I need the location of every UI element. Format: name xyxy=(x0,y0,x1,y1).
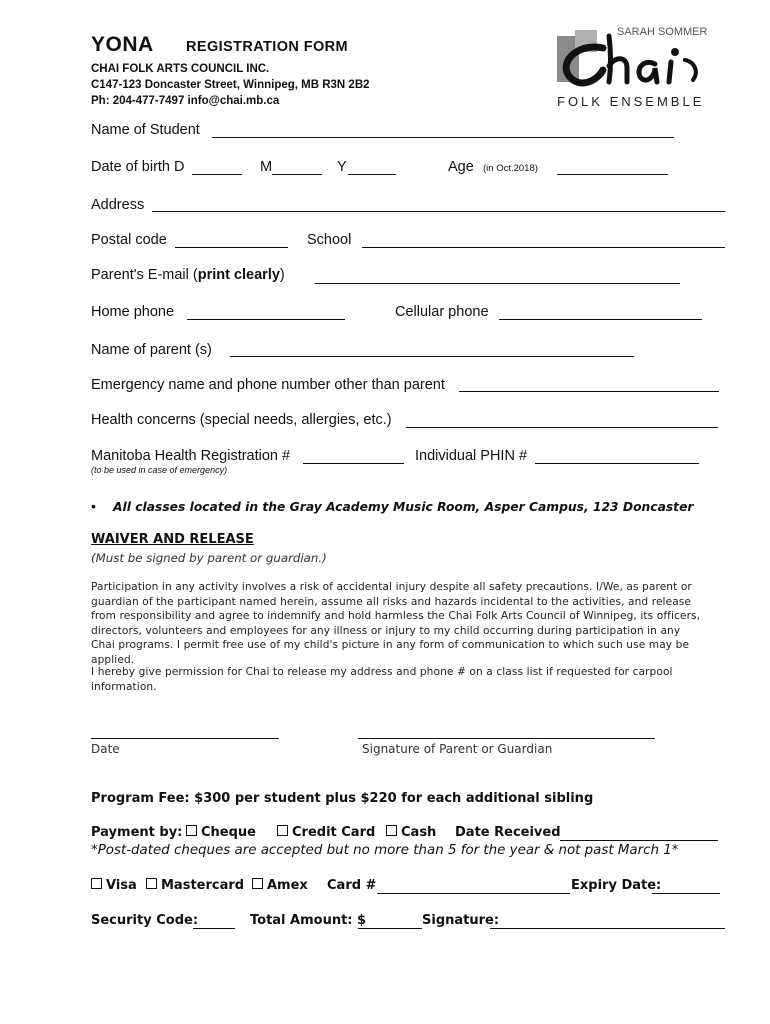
brand-title: YONA xyxy=(91,33,154,56)
org-contact: Ph: 204-477-7497 info@chai.mb.ca xyxy=(91,95,280,107)
mhr-label: Manitoba Health Registration # xyxy=(91,448,291,464)
bullet-icon: • xyxy=(91,498,96,514)
dob-year-label: Y xyxy=(337,159,347,175)
home-phone-label: Home phone xyxy=(91,304,175,320)
class-location-note: All classes located in the Gray Academy Music Room, Asper Campus, 123 Doncaster xyxy=(113,500,694,514)
dob-month-field[interactable] xyxy=(272,174,322,175)
signature-label: Signature: xyxy=(422,913,500,928)
student-name-label: Name of Student xyxy=(91,122,200,138)
home-phone-field[interactable] xyxy=(187,319,345,320)
security-code-label: Security Code: xyxy=(91,913,199,928)
cell-phone-label: Cellular phone xyxy=(395,304,489,320)
parent-name-label: Name of parent (s) xyxy=(91,342,212,358)
dob-year-field[interactable] xyxy=(348,174,396,175)
date-received-label: Date Received xyxy=(455,825,561,840)
card-number-field[interactable] xyxy=(377,893,570,894)
age-field[interactable] xyxy=(557,174,668,175)
date-label: Date xyxy=(91,742,120,756)
total-amount-field[interactable] xyxy=(358,928,422,929)
dob-month-label: M xyxy=(260,159,273,175)
email-field[interactable] xyxy=(315,283,680,284)
age-note: (in Oct.2018) xyxy=(483,163,538,174)
school-field[interactable] xyxy=(362,247,725,248)
credit-card-checkbox[interactable] xyxy=(277,825,288,836)
parent-name-field[interactable] xyxy=(230,356,634,357)
expiry-date-field[interactable] xyxy=(652,893,720,894)
address-field[interactable] xyxy=(152,211,725,212)
postdated-note: *Post-dated cheques are accepted but no more than 5 for the year & not past March 1* xyxy=(91,843,679,858)
mastercard-checkbox[interactable] xyxy=(146,878,157,889)
cash-checkbox[interactable] xyxy=(386,825,397,836)
visa-option[interactable]: Visa xyxy=(91,878,137,893)
cheque-option[interactable]: Cheque xyxy=(186,825,256,840)
cell-phone-field[interactable] xyxy=(499,319,702,320)
chai-logo xyxy=(545,22,708,112)
form-title: REGISTRATION FORM xyxy=(186,39,348,55)
program-fee: Program Fee: $300 per student plus $220 for each additional sibling xyxy=(91,791,594,806)
waiver-title: WAIVER AND RELEASE xyxy=(91,532,254,547)
school-label: School xyxy=(307,232,352,248)
student-name-field[interactable] xyxy=(212,137,674,138)
phin-field[interactable] xyxy=(535,463,699,464)
amex-option[interactable]: Amex xyxy=(252,878,308,893)
email-label-bold: print clearly xyxy=(197,267,280,283)
age-label: Age xyxy=(448,159,474,175)
total-amount-label: Total Amount: $ xyxy=(250,913,367,928)
health-label: Health concerns (special needs, allergies, etc.) xyxy=(91,412,392,428)
org-address: C147-123 Doncaster Street, Winnipeg, MB R3N 2B2 xyxy=(91,79,370,91)
guardian-signature-label: Signature of Parent or Guardian xyxy=(362,742,553,756)
emergency-label: Emergency name and phone number other than parent xyxy=(91,377,445,393)
emergency-field[interactable] xyxy=(459,391,719,392)
dob-day-field[interactable] xyxy=(192,174,242,175)
guardian-signature-line[interactable] xyxy=(358,738,655,739)
visa-checkbox[interactable] xyxy=(91,878,102,889)
mhr-field[interactable] xyxy=(303,463,404,464)
logo-top-text: SARAH SOMMER xyxy=(617,26,708,38)
security-code-field[interactable] xyxy=(193,928,235,929)
date-received-field[interactable] xyxy=(560,840,718,841)
address-label: Address xyxy=(91,197,145,213)
date-signature-line[interactable] xyxy=(91,738,279,739)
waiver-paragraph: Participation in any activity involves a risk of accidental injury despite all safety precautions. I/We, as parent or guardian of the participant named herein, assume all risks and hazards incidental to the activities, and release from responsibility and agree to indemnify and hold harmless the Chai Folk Arts Council of Winnipeg, its officers, directors, volunteers and employees for any illness or injury to my child occurring during participation in any Chai programs. I permit free use of my child's picture in any form of communication to which such use may be applied. xyxy=(91,581,701,666)
org-name: CHAI FOLK ARTS COUNCIL INC. xyxy=(91,63,270,75)
health-field[interactable] xyxy=(406,427,718,428)
phin-label: Individual PHIN # xyxy=(415,448,528,464)
postal-code-field[interactable] xyxy=(175,247,288,248)
card-number-label: Card # xyxy=(327,878,377,893)
expiry-date-label: Expiry Date: xyxy=(571,878,662,893)
payment-signature-field[interactable] xyxy=(490,928,725,929)
carpool-permission-paragraph: I hereby give permission for Chai to release my address and phone # on a class list if requested for carpool information. xyxy=(91,666,673,693)
emergency-note: (to be used in case of emergency) xyxy=(91,465,228,475)
postal-code-label: Postal code xyxy=(91,232,167,248)
mastercard-option[interactable]: Mastercard xyxy=(146,878,244,893)
payment-by-label: Payment by: xyxy=(91,825,183,840)
logo-bottom-text: FOLK ENSEMBLE xyxy=(557,94,705,109)
waiver-subtitle: (Must be signed by parent or guardian.) xyxy=(91,551,327,565)
amex-checkbox[interactable] xyxy=(252,878,263,889)
email-label: Parent's E-mail (print clearly) xyxy=(91,267,285,283)
cash-option[interactable]: Cash xyxy=(386,825,436,840)
dob-day-label: Date of birth D xyxy=(91,159,185,175)
credit-card-option[interactable]: Credit Card xyxy=(277,825,375,840)
cheque-checkbox[interactable] xyxy=(186,825,197,836)
